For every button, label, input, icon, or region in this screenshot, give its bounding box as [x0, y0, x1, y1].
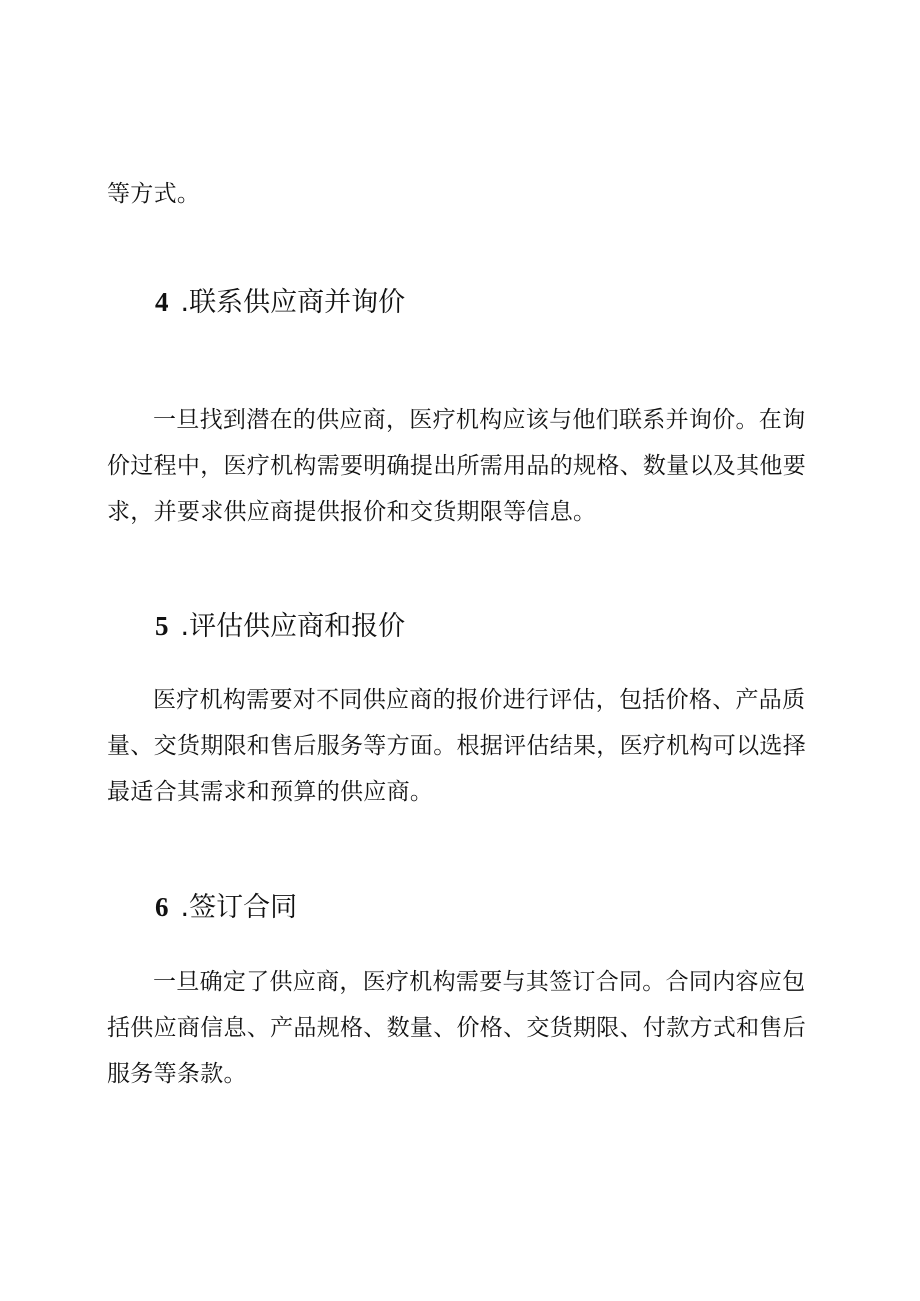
- section-5-title: .评估供应商和报价: [180, 611, 406, 642]
- section-4-heading: [155, 285, 405, 320]
- section-4-number: 4: [155, 287, 169, 317]
- continuation-paragraph: 等方式。: [107, 181, 201, 207]
- section-5-number: 5: [155, 611, 169, 641]
- section-5-heading: [155, 609, 405, 644]
- section-6-body: 一旦确定了供应商，医疗机构需要与其签订合同。合同内容应包括供应商信息、产品规格、数量、价格、交货期限、付款方式和售后服务等条款。: [107, 969, 806, 1087]
- section-6-number: 6: [155, 892, 169, 922]
- section-6-heading: [155, 890, 297, 925]
- section-4-title: .联系供应商并询价: [180, 287, 406, 318]
- section-5-body: 医疗机构需要对不同供应商的报价进行评估，包括价格、产品质量、交货期限和售后服务等方面。根据评估结果，医疗机构可以选择最适合其需求和预算的供应商。: [107, 687, 806, 805]
- section-4-body: 一旦找到潜在的供应商，医疗机构应该与他们联系并询价。在询价过程中，医疗机构需要明确提出所需用品的规格、数量以及其他要求，并要求供应商提供报价和交货期限等信息。: [107, 407, 806, 525]
- section-6-title: .签订合同: [180, 892, 298, 923]
